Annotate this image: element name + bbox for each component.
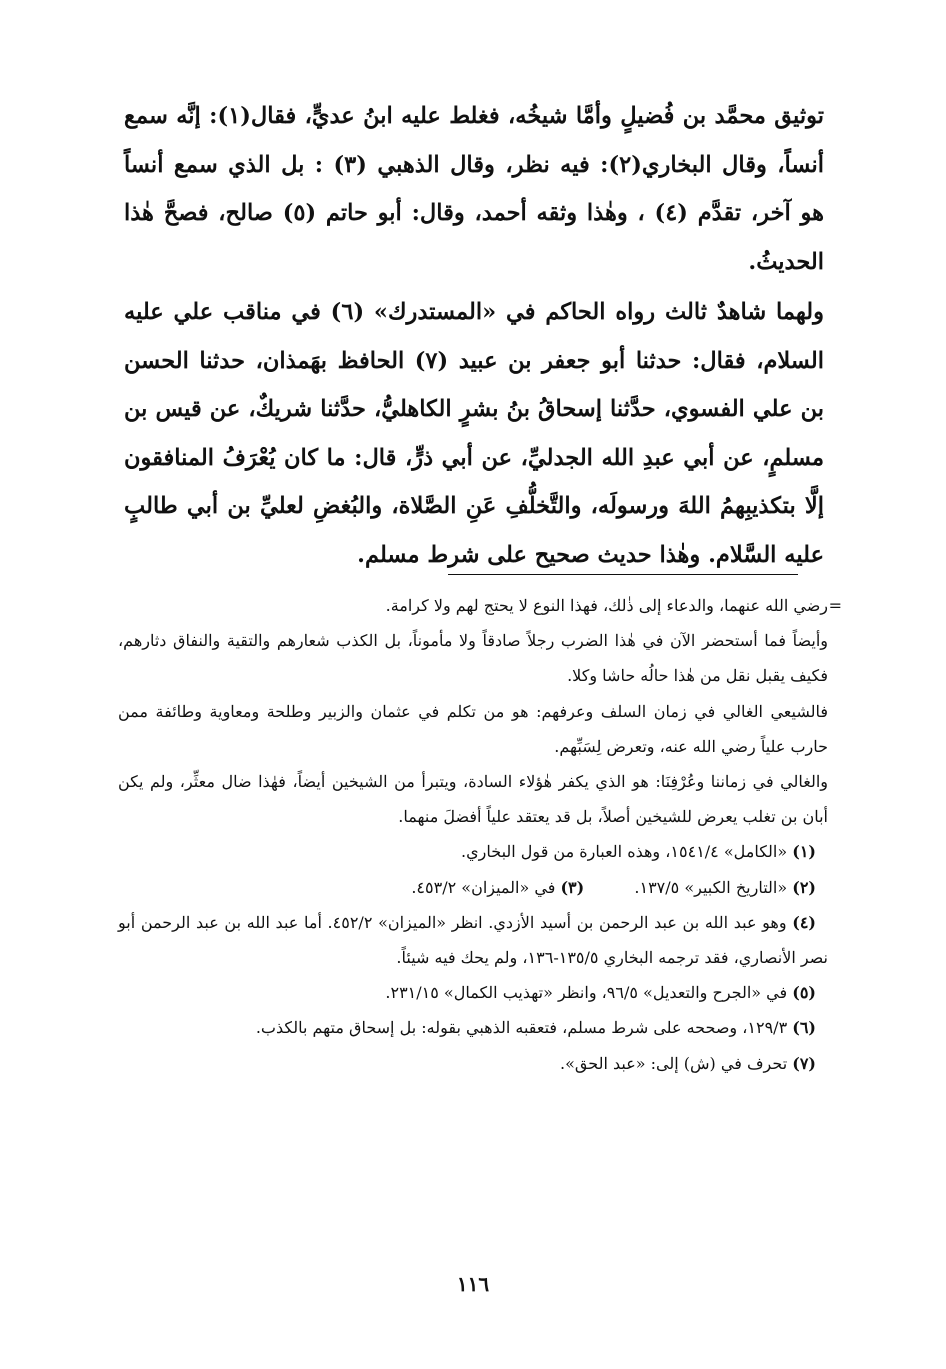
footnote-divider [448, 574, 798, 575]
footnote-7-number: (٧) [792, 1053, 816, 1073]
footnote-2-number: (٢) [792, 877, 816, 897]
footnote-2-3 [118, 870, 828, 905]
main-paragraph-2: ولهما شاهدٌ ثالث رواه الحاكم في «المستدرك» (٦) في مناقب علي عليه السلام، فقال: حدثنا أبو جعفر بن عبيد (٧) الحافظ بهَمذان، حدثنا الحسن بن علي الفسوي، حدَّثنا إسحاقُ بنُ بشرٍ الكاهليُّ، حدَّثنا شريكٌ، عن قيس بن مسلمٍ، عن أبي عبدِ الله الجدليِّ، عن أبي ذرٍّ، قال: ما كان يُعْرَفُ المنافقون إلَّا بتكذيبِهمُ اللهَ ورسولَه، والتَّخلُّفِ عَنِ الصَّلاة، والبُغضِ لعليِّ بن أبي طالبٍ عليه السَّلام. وهٰذا حديث صحيح على شرط مسلم. [124, 299, 824, 568]
footnote-7 [118, 1046, 828, 1081]
footnote-5 [118, 975, 828, 1010]
footnote-6 [118, 1010, 828, 1045]
main-paragraph-1: توثيق محمَّد بن فُضيلٍ وأمَّا شيخُه، فغلط عليه ابنُ عديٍّ، فقال(١): إنَّه سمع أنساً، وقال البخاري(٢): فيه نظر، وقال الذهبي (٣) : بل الذي سمع أنساً هو آخر، تقدَّم (٤) ، وهٰذا وثقه أحمد، وقال: أبو حاتم (٥) صالح، فصحَّ هٰذا الحديثُ. [124, 103, 825, 275]
footnote-5-text: في «الجرح والتعديل» ٩٦/٥، وانظر «تهذيب الكمال» ٢٣١/١٥. [385, 983, 788, 1003]
footnote-7-text: تحرف في (ش) إلى: «عبد الحق». [560, 1053, 788, 1073]
footnote-1-text: «الكامل» ١٥٤١/٤، وهذه العبارة من قول البخاري. [461, 842, 788, 862]
footnote-1 [118, 834, 828, 869]
footnote-6-number: (٦) [792, 1018, 816, 1038]
footnotes-area [118, 588, 828, 1081]
footnote-3-text: في «الميزان» ٤٥٣/٢. [411, 877, 556, 897]
main-text [124, 92, 824, 579]
footnote-5-number: (٥) [792, 983, 816, 1003]
footnote-2-text: «التاريخ الكبير» ١٣٧/٥. [634, 877, 788, 897]
note-paragraph-4: والغالي في زماننا وعُرْفِنَا: هو الذي يكفر هٰؤلاء السادة، ويتبرأ من الشيخين أيضاً، فهٰذا ضال معثِّر، ولم يكن أبان بن تغلب يعرض للشيخين أصلاً، بل قد يعتقد علياً أفضلَ منهما. [118, 772, 829, 827]
footnote-3-number: (٣) [560, 877, 585, 897]
footnote-6-text: ١٢٩/٣، وصححه على شرط مسلم، فتعقبه الذهبي بقوله: بل إسحاق متهم بالكذب. [255, 1018, 788, 1038]
note-continuation: = رضي الله عنهما، والدعاء إلى ذٰلك، فهذا النوع لا يحتج لهم ولا كرامة. [118, 588, 828, 623]
footnote-4-text: وهو عبد الله بن عبد الرحمن بن أسيد الأزدي. انظر «الميزان» ٤٥٢/٢. أما عبد الله بن عبد الرحمن أبو نصر الأنصاري، فقد ترجمه البخاري ١٣٥/٥-١٣٦، ولم يحك فيه شيئاً. [118, 912, 828, 968]
footnote-4 [118, 905, 828, 975]
footnote-4-number: (٤) [792, 912, 816, 932]
footnote-1-number: (١) [792, 842, 816, 862]
note-paragraph-3: فالشيعي الغالي في زمان السلف وعرفهم: هو من تكلم في عثمان والزبير وطلحة ومعاوية وطائفة ممن حارب علياً رضي الله عنه، وتعرض لِسَبِّهم. [118, 701, 828, 756]
note-paragraph-2: وأيضاً فما أستحضر الآن في هٰذا الضرب رجلاً صادقاً ولا مأموناً، بل الكذب شعارهم والتقية والنفاق دثارهم، فكيف يقبل نقل من هٰذا حالُه حاشا وكلا. [118, 631, 828, 686]
page-number: ١١٦ [456, 1272, 490, 1296]
